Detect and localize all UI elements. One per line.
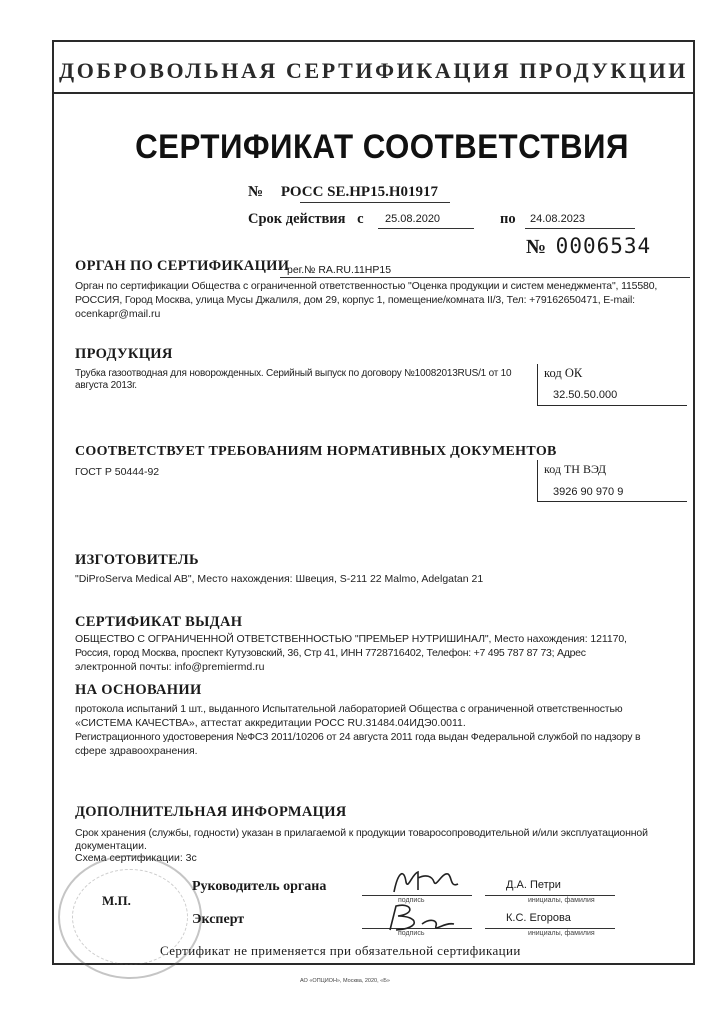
additional-info-line1: Срок хранения (службы, годности) указан в прилагаемой к продукции товаросопроводительной и/или эксплуатационной <box>75 827 648 839</box>
basis-line2: «СИСТЕМА КАЧЕСТВА», аттестат аккредитации РОСС RU.31484.04ИДЭ0.0011. <box>75 717 466 729</box>
seal-stamp <box>58 855 202 979</box>
basis-line3: Регистрационного удостоверения №ФСЗ 2011/10206 от 24 августа 2011 года выдан Федеральной службой по надзору в <box>75 731 641 743</box>
to-date-underline <box>525 228 635 229</box>
manufacturer-details: "DiProServa Medical AB", Место нахождения: Швеция, S-211 22 Malmo, Adelgatan 21 <box>75 573 484 585</box>
serial-number-row <box>526 234 651 259</box>
compliance-heading: СООТВЕТСТВУЕТ ТРЕБОВАНИЯМ НОРМАТИВНЫХ ДОКУМЕНТОВ <box>75 444 557 459</box>
expert-name-line <box>485 928 615 929</box>
validity-text: Срок действия <box>248 211 346 227</box>
expert-name: К.С. Егорова <box>506 912 571 924</box>
basis-line1: протокола испытаний 1 шт., выданного Испытательной лабораторией Общества с ограниченной ответственностью <box>75 703 623 715</box>
compliance-standard: ГОСТ Р 50444-92 <box>75 466 160 478</box>
okp-code-label: код ОК <box>544 366 583 380</box>
basis-heading: НА ОСНОВАНИИ <box>75 682 202 698</box>
manufacturer-heading: ИЗГОТОВИТЕЛЬ <box>75 552 199 568</box>
serial-number-sign: № <box>526 236 547 258</box>
certification-body-heading: ОРГАН ПО СЕРТИФИКАЦИИ <box>75 258 290 274</box>
tnved-code-label: код ТН ВЭД <box>544 462 607 476</box>
header-divider <box>52 92 695 94</box>
additional-info-line2: документации. <box>75 840 147 852</box>
registration-number-row <box>248 184 438 201</box>
certificate-notice: Сертификат не применяется при обязательной сертификации <box>160 943 521 958</box>
okp-code-value: 32.50.50.000 <box>553 389 618 401</box>
reg-underline <box>280 277 690 278</box>
expert-label: Эксперт <box>192 912 245 927</box>
registration-number: РОСС SE.HP15.H01917 <box>280 184 439 200</box>
head-of-body-name: Д.А. Петри <box>506 879 561 891</box>
head-of-body-label: Руководитель органа <box>192 879 327 894</box>
certification-body-line2: РОССИЯ, Город Москва, улица Мусы Джалиля, дом 29, корпус 1, помещение/комната II/3, Тел: +79162650471, E-mail: <box>75 294 635 306</box>
from-date-underline <box>378 228 474 229</box>
certification-body-line3: ocenkapr@mail.ru <box>75 308 161 320</box>
expert-signature-caption: подпись <box>398 930 425 937</box>
number-sign: № <box>248 184 264 200</box>
product-description: Трубка газоотводная для новорожденных. Серийный выпуск по договору №10082013RUS/1 от 10 августа 2013г. <box>75 368 512 391</box>
product-heading: ПРОДУКЦИЯ <box>75 346 173 362</box>
head-initials-caption: инициалы, фамилия <box>528 897 595 904</box>
to-label: по <box>500 211 516 227</box>
valid-to-date: 24.08.2023 <box>530 213 586 225</box>
certification-body-line1: Орган по сертификации Общества с ограниченной ответственностью "Оценка продукции и систем менеджмента", 115580, <box>75 280 658 292</box>
serial-number: 0006534 <box>555 234 652 258</box>
certification-type-title: ДОБРОВОЛЬНАЯ СЕРТИФИКАЦИЯ ПРОДУКЦИИ <box>58 58 689 83</box>
printer-imprint: АО «ОПЦИОН», Москва, 2020, «Б» <box>300 978 390 984</box>
stamp-place-label: М.П. <box>102 893 131 908</box>
from-label: с <box>357 211 364 227</box>
head-name-line <box>485 895 615 896</box>
valid-from-date: 25.08.2020 <box>385 213 441 225</box>
issued-to-line3: электронной почты: info@premiermd.ru <box>75 661 265 673</box>
expert-initials-caption: инициалы, фамилия <box>528 930 595 937</box>
certificate-title: СЕРТИФИКАТ СООТВЕТСТВИЯ <box>135 128 629 166</box>
additional-info-line3: Схема сертификации: 3с <box>75 852 197 864</box>
issued-to-line2: Россия, город Москва, проспект Кутузовский, 36, Стр 41, ИНН 7728716402, Телефон: +7 495 787 87 73; Адрес <box>75 647 586 659</box>
basis-line4: сфере здравоохранения. <box>75 745 198 757</box>
validity-label <box>248 211 364 228</box>
issued-to-heading: СЕРТИФИКАТ ВЫДАН <box>75 614 243 630</box>
head-signature-caption: подпись <box>398 897 425 904</box>
number-underline <box>300 202 450 203</box>
additional-info-heading: ДОПОЛНИТЕЛЬНАЯ ИНФОРМАЦИЯ <box>75 804 347 820</box>
certification-body-reg: рег.№ RA.RU.11HP15 <box>287 264 392 276</box>
tnved-code-value: 3926 90 970 9 <box>553 486 624 498</box>
issued-to-line1: ОБЩЕСТВО С ОГРАНИЧЕННОЙ ОТВЕТСТВЕННОСТЬЮ "ПРЕМЬЕР НУТРИШИНАЛ", Место нахождения: 121170, <box>75 633 627 645</box>
head-signature-icon <box>388 864 468 898</box>
